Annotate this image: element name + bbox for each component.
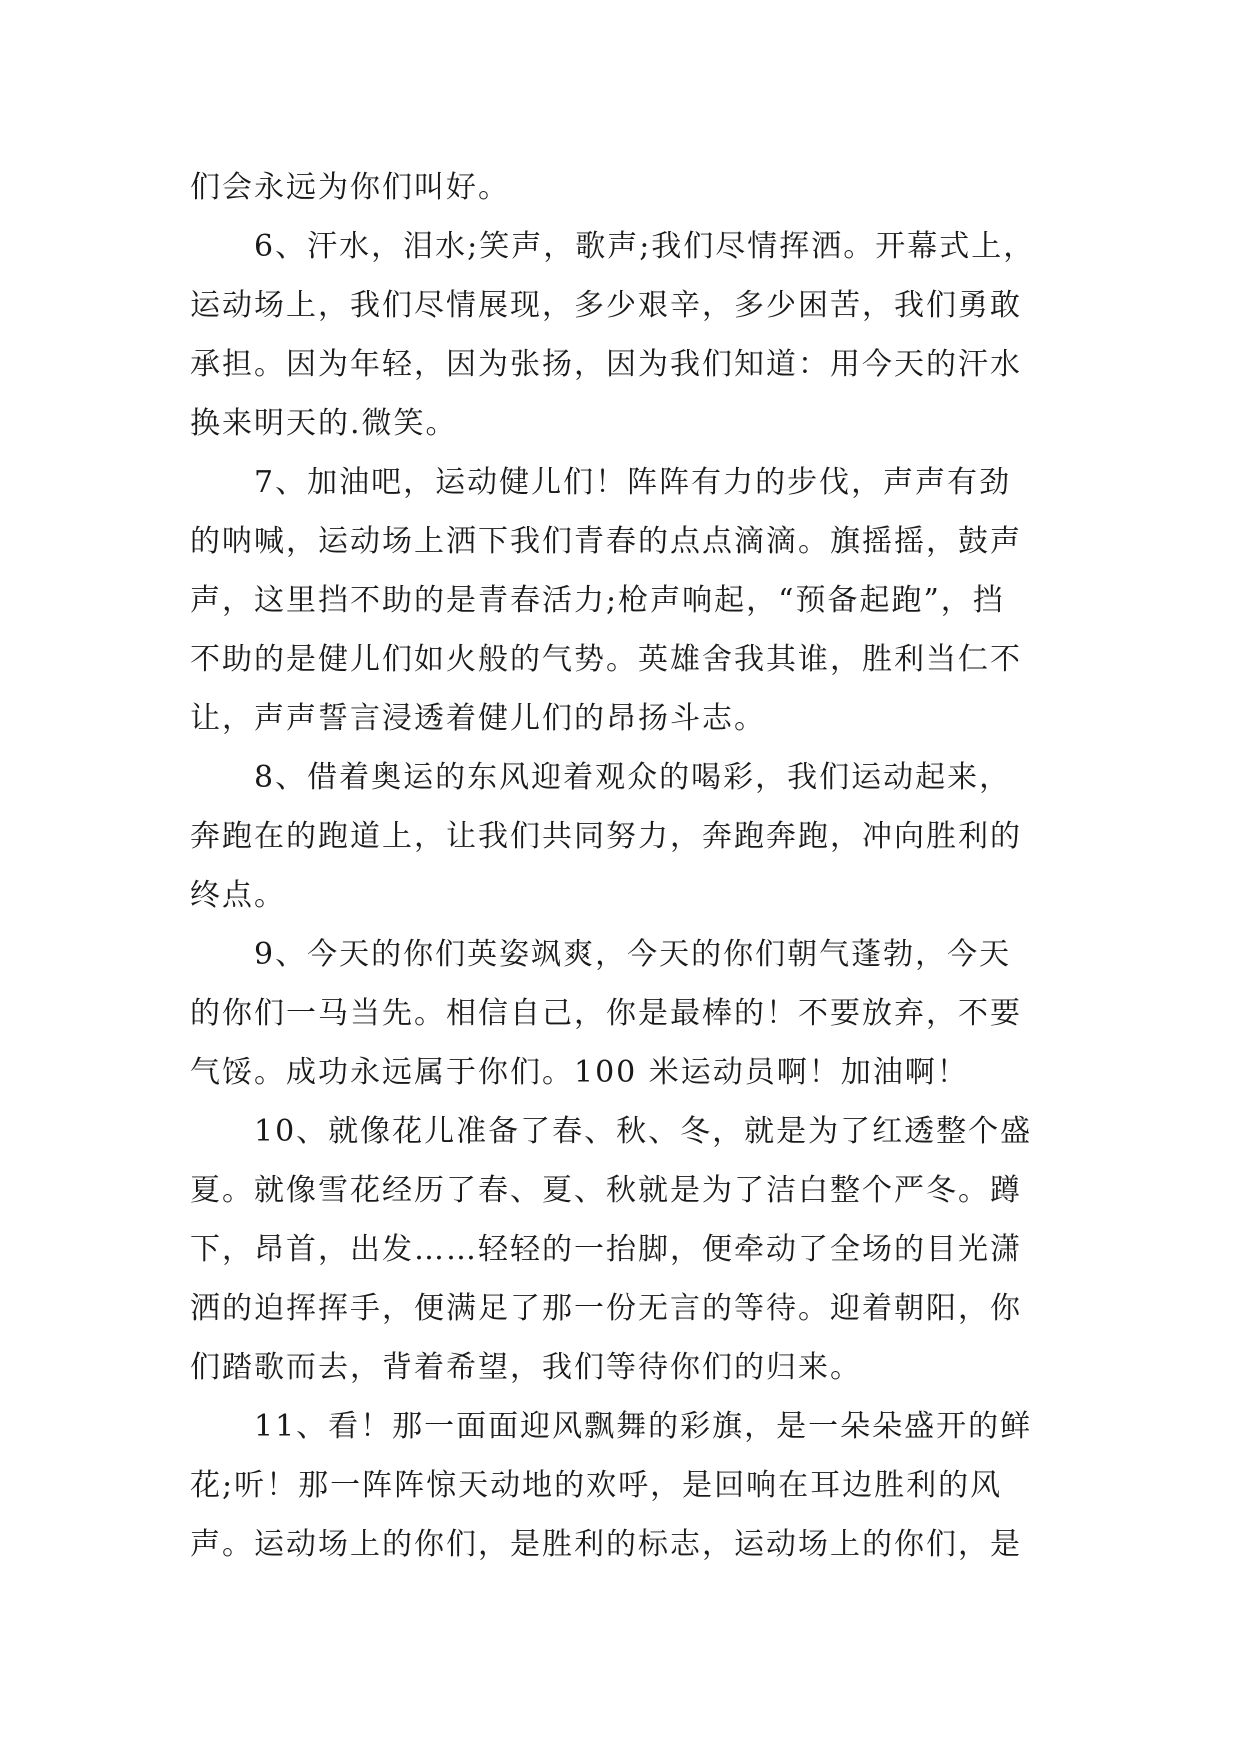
text-line: 运动场上，我们尽情展现，多少艰辛，多少困苦，我们勇敢 bbox=[190, 288, 1022, 323]
text-line: 让，声声誓言浸透着健儿们的昂扬斗志。 bbox=[190, 701, 766, 736]
text-line: 声，这里挡不助的是青春活力;枪声响起，“预备起跑”，挡 bbox=[190, 583, 1005, 618]
text-line: 的你们一马当先。相信自己，你是最棒的！不要放弃，不要 bbox=[190, 996, 1022, 1031]
paragraph-9-line: 9、今天的你们英姿飒爽，今天的你们朝气蓬勃，今天 bbox=[254, 937, 1012, 972]
text-line: 奔跑在的跑道上，让我们共同努力，奔跑奔跑，冲向胜利的 bbox=[190, 819, 1022, 854]
paragraph-8-line: 8、借着奥运的东风迎着观众的喝彩，我们运动起来， bbox=[254, 760, 1012, 795]
paragraph-6-line: 6、汗水，泪水;笑声，歌声;我们尽情挥洒。开幕式上， bbox=[254, 229, 1036, 264]
text-line: 换来明天的.微笑。 bbox=[190, 406, 458, 441]
text-line: 承担。因为年轻，因为张扬，因为我们知道：用今天的汗水 bbox=[190, 347, 1022, 382]
text-line: 洒的迫挥挥手，便满足了那一份无言的等待。迎着朝阳，你 bbox=[190, 1291, 1022, 1326]
text-line: 不助的是健儿们如火般的气势。英雄舍我其谁，胜利当仁不 bbox=[190, 642, 1022, 677]
text-line: 们会永远为你们叫好。 bbox=[190, 170, 510, 205]
text-line: 终点。 bbox=[190, 878, 286, 913]
document-body bbox=[190, 158, 1070, 1574]
text-line: 气馁。成功永远属于你们。100 米运动员啊！加油啊！ bbox=[190, 1055, 969, 1090]
text-line: 花;听！那一阵阵惊天动地的欢呼，是回响在耳边胜利的风 bbox=[190, 1468, 1003, 1503]
text-line: 们踏歌而去，背着希望，我们等待你们的归来。 bbox=[190, 1350, 862, 1385]
paragraph-10-line: 10、就像花儿准备了春、秋、冬，就是为了红透整个盛 bbox=[254, 1114, 1033, 1149]
text-line: 的呐喊，运动场上洒下我们青春的点点滴滴。旗摇摇，鼓声 bbox=[190, 524, 1022, 559]
paragraph-11-line: 11、看！那一面面迎风飘舞的彩旗，是一朵朵盛开的鲜 bbox=[254, 1409, 1033, 1444]
text-line: 夏。就像雪花经历了春、夏、秋就是为了洁白整个严冬。蹲 bbox=[190, 1173, 1022, 1208]
text-line: 声。运动场上的你们，是胜利的标志，运动场上的你们，是 bbox=[190, 1527, 1022, 1562]
paragraph-7-line: 7、加油吧，运动健儿们！阵阵有力的步伐，声声有劲 bbox=[254, 465, 1012, 500]
text-line: 下，昂首，出发……轻轻的一抬脚，便牵动了全场的目光潇 bbox=[190, 1232, 1022, 1267]
